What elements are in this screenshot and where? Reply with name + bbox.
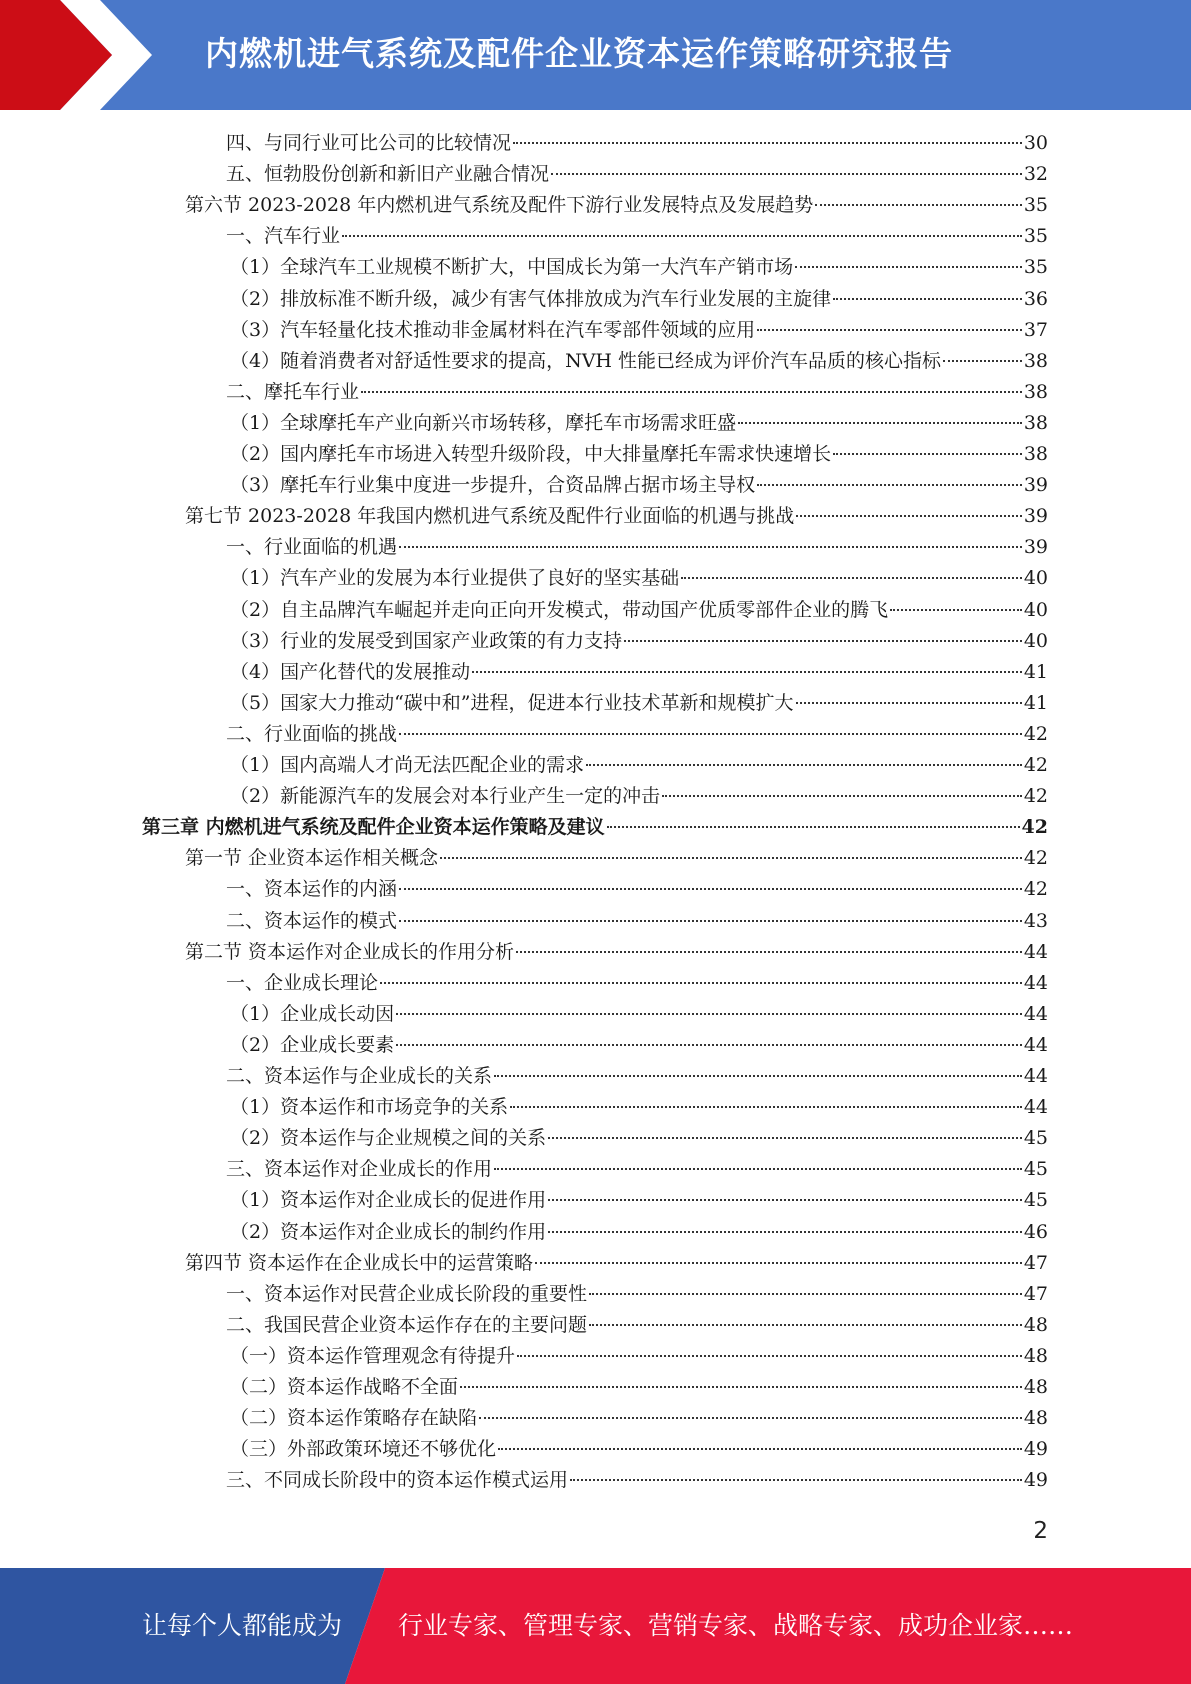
footer-slogan-left: 让每个人都能成为 [142,1611,343,1640]
toc-entry[interactable] [230,470,1048,501]
footer-slogan-right: 行业专家、管理专家、营销专家、战略专家、成功企业家…… [398,1611,1074,1640]
toc-entry-title: 五、恒勃股份创新和新旧产业融合情况 [226,163,550,186]
toc-entry-page: 48 [1023,1344,1048,1367]
toc-entry-title: 第一节 企业资本运作相关概念 [185,847,439,870]
toc-entry-page: 38 [1023,349,1048,372]
toc-dot-leader [943,360,1022,362]
toc-entry-title: 二、我国民营企业资本运作存在的主要问题 [226,1313,588,1336]
toc-entry-page: 40 [1023,567,1048,590]
toc-dot-leader [738,422,1022,424]
toc-entry-page: 38 [1023,411,1048,434]
toc-entry[interactable] [230,595,1048,626]
toc-entry-title: （1）国内高端人才尚无法匹配企业的需求 [230,754,585,776]
toc-entry[interactable] [230,1372,1048,1403]
toc-entry[interactable] [226,1310,1048,1341]
toc-entry-title: 一、资本运作对民营企业成长阶段的重要性 [226,1282,588,1305]
toc-entry-page: 48 [1023,1313,1048,1336]
toc-entry-title: （2）自主品牌汽车崛起并走向正向开发模式，带动国产优质零部件企业的腾飞 [230,598,889,621]
toc-dot-leader [570,1479,1022,1481]
toc-entry-title: 一、企业成长理论 [226,971,379,994]
toc-entry[interactable] [226,532,1048,563]
toc-entry-page: 41 [1023,660,1048,683]
toc-entry[interactable] [230,688,1048,719]
toc-dot-leader [662,795,1022,797]
report-title: 内燃机进气系统及配件企业资本运作策略研究报告 [205,34,953,73]
toc-entry[interactable] [226,159,1048,190]
toc-dot-leader [551,173,1022,175]
toc-entry-page: 41 [1023,691,1048,714]
toc-entry-page: 40 [1023,598,1048,621]
toc-dot-leader [796,702,1022,704]
toc-entry-title: （3）摩托车行业集中度进一步提升，合资品牌占据市场主导权 [230,474,756,497]
toc-entry[interactable] [230,626,1048,657]
toc-dot-leader [681,577,1022,579]
toc-entry[interactable] [230,439,1048,470]
toc-entry[interactable] [230,1030,1048,1061]
toc-dot-leader [815,204,1022,206]
toc-entry-title: 第六节 2023-2028 年内燃机进气系统及配件下游行业发展特点及发展趋势 [185,194,814,217]
toc-entry[interactable] [185,1248,1048,1279]
toc-entry-page: 49 [1023,1438,1048,1461]
page-header [0,0,1191,110]
toc-dot-leader [399,920,1022,922]
toc-dot-leader [472,671,1022,673]
toc-entry[interactable] [230,750,1048,781]
toc-entry-page: 42 [1023,785,1048,808]
toc-entry[interactable] [230,999,1048,1030]
toc-entry[interactable] [226,968,1048,999]
toc-entry-title: （1）资本运作对企业成长的促进作用 [230,1189,547,1212]
toc-dot-leader [460,1386,1022,1388]
toc-entry[interactable] [230,1341,1048,1372]
toc-entry-title: 二、摩托车行业 [226,380,360,403]
toc-dot-leader [396,1013,1022,1015]
toc-entry[interactable] [226,1061,1048,1092]
toc-dot-leader [516,951,1022,953]
toc-entry-title: （1）资本运作和市场竞争的关系 [230,1096,509,1119]
toc-entry[interactable] [230,1403,1048,1434]
toc-dot-leader [479,1417,1022,1419]
toc-entry[interactable] [226,1279,1048,1310]
toc-entry-title: 二、资本运作的模式 [226,909,398,932]
toc-entry[interactable] [230,408,1048,439]
toc-entry[interactable] [230,657,1048,688]
toc-entry-page: 44 [1023,1033,1048,1056]
toc-entry-page: 42 [1023,878,1048,901]
toc-entry[interactable] [230,1434,1048,1465]
toc-dot-leader [399,888,1022,890]
toc-entry-title: 第四节 资本运作在企业成长中的运营策略 [185,1251,534,1274]
toc-entry-page: 45 [1023,1158,1048,1181]
toc-entry[interactable] [226,221,1048,252]
toc-entry[interactable] [226,874,1048,905]
toc-entry-page: 39 [1023,474,1048,497]
toc-dot-leader [396,1044,1022,1046]
toc-dot-leader [589,1293,1022,1295]
toc-entry[interactable] [226,128,1048,159]
toc-entry-page: 44 [1023,1096,1048,1119]
toc-entry-page: 49 [1023,1469,1048,1492]
toc-entry-title: （3）汽车轻量化技术推动非金属材料在汽车零部件领域的应用 [230,318,756,341]
toc-entry-title: （1）全球汽车工业规模不断扩大，中国成长为第一大汽车产销市场 [230,256,794,279]
toc-dot-leader [548,1199,1022,1201]
toc-dot-leader [399,733,1022,735]
toc-entry-title: （二）资本运作战略不全面 [230,1376,459,1398]
toc-entry-title: （二）资本运作策略存在缺陷 [230,1407,478,1430]
toc-entry-title: 二、资本运作与企业成长的关系 [226,1065,493,1087]
toc-entry[interactable] [226,906,1048,937]
toc-entry[interactable] [226,1465,1048,1496]
toc-dot-leader [833,453,1022,455]
toc-dot-leader [796,515,1022,517]
toc-dot-leader [342,235,1022,237]
toc-dot-leader [890,609,1022,611]
toc-entry-page: 30 [1023,132,1048,154]
toc-entry-page: 48 [1023,1376,1048,1398]
toc-dot-leader [494,1075,1022,1077]
toc-entry-page: 38 [1023,443,1048,465]
toc-entry-page: 42 [1023,754,1048,776]
toc-entry[interactable] [230,1092,1048,1123]
toc-dot-leader [517,1355,1022,1357]
toc-entry-page: 42 [1023,722,1048,745]
toc-dot-leader [440,857,1022,859]
toc-entry-page: 42 [1021,816,1048,839]
toc-entry[interactable] [185,937,1048,968]
toc-entry[interactable] [226,377,1048,408]
toc-dot-leader [548,1231,1022,1233]
toc-entry[interactable] [142,812,1048,843]
toc-entry-page: 44 [1023,1065,1048,1087]
toc-entry[interactable] [230,284,1048,315]
toc-entry-title: （1）企业成长动因 [230,1002,395,1025]
toc-entry-title: （2）排放标准不断升级，减少有害气体排放成为汽车行业发展的主旋律 [230,287,832,310]
toc-entry-title: 一、行业面临的机遇 [226,536,398,559]
toc-entry-page: 37 [1023,318,1048,341]
toc-entry-title: 第二节 资本运作对企业成长的作用分析 [185,940,515,963]
toc-entry-page: 45 [1023,1127,1048,1150]
toc-entry-page: 43 [1023,909,1048,932]
toc-dot-leader [513,142,1022,144]
toc-dot-leader [494,1168,1022,1170]
toc-entry-title: 第七节 2023-2028 年我国内燃机进气系统及配件行业面临的机遇与挑战 [185,505,795,528]
page-footer [0,1568,1191,1684]
toc-dot-leader [607,826,1020,828]
toc-entry[interactable] [230,346,1048,377]
toc-entry[interactable] [185,501,1048,532]
toc-entry-title: （2）资本运作对企业成长的制约作用 [230,1220,547,1243]
toc-entry-title: （3）行业的发展受到国家产业政策的有力支持 [230,629,623,652]
toc-dot-leader [399,546,1022,548]
toc-entry[interactable] [185,843,1048,874]
toc-entry-title: 第三章 内燃机进气系统及配件企业资本运作策略及建议 [142,816,605,839]
toc-entry-title: 三、资本运作对企业成长的作用 [226,1158,493,1181]
toc-dot-leader [510,1106,1022,1108]
toc-dot-leader [548,1137,1022,1139]
toc-entry-title: （4）国产化替代的发展推动 [230,660,471,683]
toc-dot-leader [757,484,1022,486]
toc-dot-leader [795,266,1022,268]
toc-entry-title: （2）资本运作与企业规模之间的关系 [230,1127,547,1150]
toc-entry-title: （5）国家大力推动“碳中和”进程，促进本行业技术革新和规模扩大 [230,691,794,714]
toc-entry-page: 35 [1023,256,1048,279]
toc-entry-title: 二、行业面临的挑战 [226,722,398,745]
toc-entry-title: 四、与同行业可比公司的比较情况 [226,132,512,154]
toc-entry-page: 44 [1023,1002,1048,1025]
toc-dot-leader [757,329,1022,331]
toc-entry[interactable] [230,315,1048,346]
page-number: 2 [1033,1518,1048,1544]
toc-entry[interactable] [185,190,1048,221]
toc-entry-page: 48 [1023,1407,1048,1430]
toc-entry[interactable] [230,1217,1048,1248]
toc-dot-leader [535,1262,1022,1264]
toc-entry[interactable] [230,781,1048,812]
toc-entry-title: （2）企业成长要素 [230,1033,395,1056]
toc-entry-page: 44 [1023,971,1048,994]
toc-entry-page: 45 [1023,1189,1048,1212]
toc-entry-title: （4）随着消费者对舒适性要求的提高，NVH 性能已经成为评价汽车品质的核心指标 [230,349,942,372]
toc-entry-title: （2）新能源汽车的发展会对本行业产生一定的冲击 [230,785,661,808]
toc-entry-page: 46 [1023,1220,1048,1243]
toc-dot-leader [589,1324,1022,1326]
toc-entry-title: 一、资本运作的内涵 [226,878,398,901]
toc-entry-title: （2）国内摩托车市场进入转型升级阶段，中大排量摩托车需求快速增长 [230,443,832,465]
toc-entry-page: 39 [1023,505,1048,528]
toc-entry-page: 40 [1023,629,1048,652]
toc-entry-title: 三、不同成长阶段中的资本运作模式运用 [226,1469,569,1492]
toc-entry-page: 42 [1023,847,1048,870]
toc-entry[interactable] [230,1123,1048,1154]
toc-dot-leader [833,298,1022,300]
toc-entry-page: 47 [1023,1282,1048,1305]
toc-entry-page: 38 [1023,380,1048,403]
toc-entry[interactable] [226,1154,1048,1185]
toc-entry[interactable] [230,563,1048,594]
toc-entry-page: 35 [1023,194,1048,217]
toc-entry-title: （一）资本运作管理观念有待提升 [230,1344,516,1367]
toc-entry-page: 44 [1023,940,1048,963]
toc-entry[interactable] [226,719,1048,750]
toc-entry[interactable] [230,1185,1048,1216]
toc-dot-leader [498,1448,1022,1450]
toc-entry-title: （1）汽车产业的发展为本行业提供了良好的坚实基础 [230,567,680,590]
toc-entry-page: 36 [1023,287,1048,310]
toc-dot-leader [586,764,1022,766]
toc-dot-leader [380,982,1022,984]
toc-entry-page: 39 [1023,536,1048,559]
toc-entry-page: 35 [1023,225,1048,248]
toc-dot-leader [361,391,1022,393]
toc-entry-page: 32 [1023,163,1048,186]
toc-entry-title: （三）外部政策环境还不够优化 [230,1438,497,1461]
toc-entry-title: 一、汽车行业 [226,225,341,248]
toc-entry[interactable] [230,252,1048,283]
toc-entry-page: 47 [1023,1251,1048,1274]
toc-entry-title: （1）全球摩托车产业向新兴市场转移，摩托车市场需求旺盛 [230,411,737,434]
toc-dot-leader [624,640,1022,642]
